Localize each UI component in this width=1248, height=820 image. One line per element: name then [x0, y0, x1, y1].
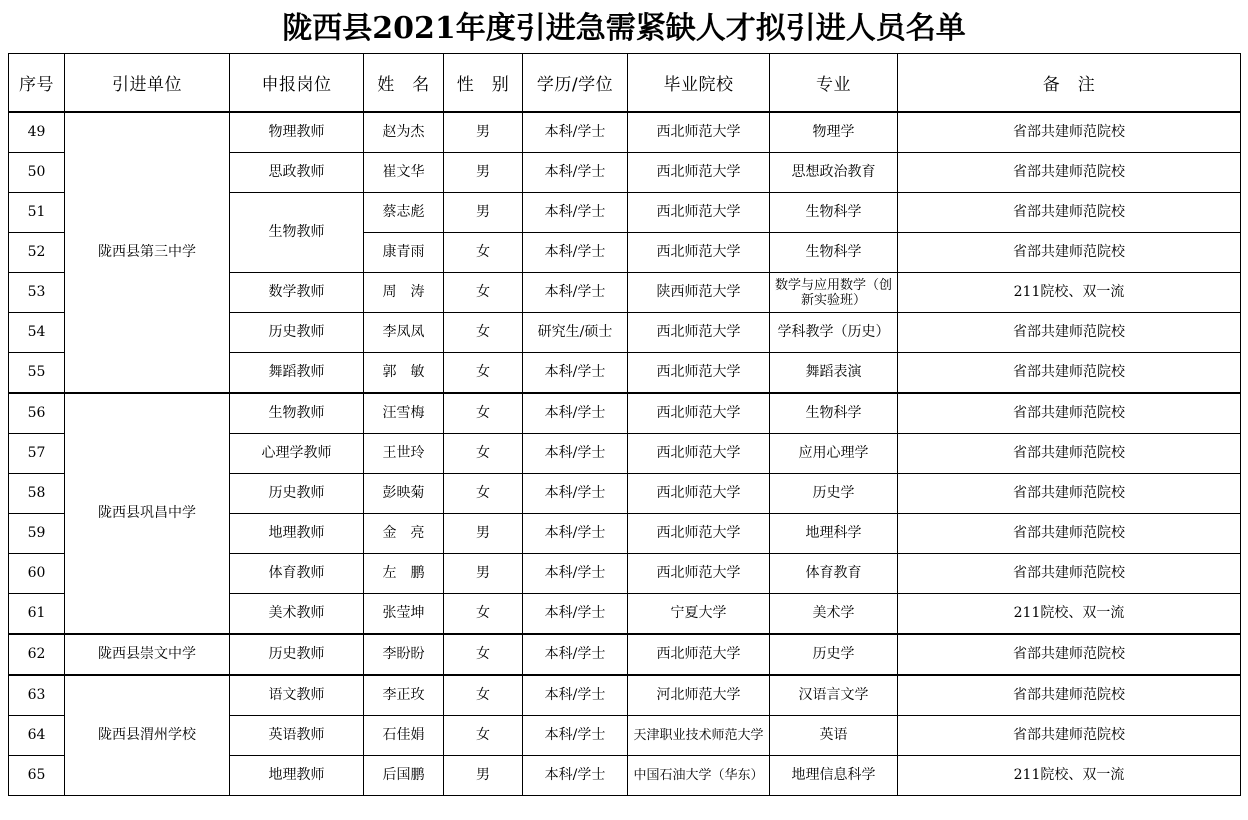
cell-note: 省部共建师范院校: [898, 554, 1241, 594]
cell-gender: 女: [444, 716, 523, 756]
cell-major: 数学与应用数学（创新实验班）: [770, 273, 898, 313]
cell-post: 英语教师: [230, 716, 364, 756]
cell-note: 省部共建师范院校: [898, 675, 1241, 716]
cell-name: 康青雨: [364, 233, 444, 273]
cell-post: 生物教师: [230, 193, 364, 273]
cell-school: 西北师范大学: [628, 434, 770, 474]
header-unit: 引进单位: [65, 54, 230, 113]
cell-name: 李凤凤: [364, 313, 444, 353]
cell-gender: 男: [444, 153, 523, 193]
cell-note: 省部共建师范院校: [898, 634, 1241, 675]
cell-school: 中国石油大学（华东）: [628, 756, 770, 796]
cell-seq: 60: [9, 554, 65, 594]
cell-major: 英语: [770, 716, 898, 756]
header-name: 姓 名: [364, 54, 444, 113]
table-row: [9, 112, 1241, 153]
cell-seq: 65: [9, 756, 65, 796]
cell-gender: 男: [444, 514, 523, 554]
cell-school: 宁夏大学: [628, 594, 770, 635]
cell-note: 省部共建师范院校: [898, 153, 1241, 193]
cell-major: 地理信息科学: [770, 756, 898, 796]
cell-note: 211院校、双一流: [898, 594, 1241, 635]
cell-edu: 本科/学士: [523, 353, 628, 394]
cell-major: 生物科学: [770, 393, 898, 434]
cell-school: 河北师范大学: [628, 675, 770, 716]
cell-edu: 本科/学士: [523, 716, 628, 756]
table-row: [9, 675, 1241, 716]
cell-school: 西北师范大学: [628, 634, 770, 675]
cell-edu: 本科/学士: [523, 675, 628, 716]
cell-post: 美术教师: [230, 594, 364, 635]
cell-school: 西北师范大学: [628, 193, 770, 233]
header-edu: 学历/学位: [523, 54, 628, 113]
cell-post: 物理教师: [230, 112, 364, 153]
cell-post: 生物教师: [230, 393, 364, 434]
cell-post: 数学教师: [230, 273, 364, 313]
cell-major: 应用心理学: [770, 434, 898, 474]
cell-post: 舞蹈教师: [230, 353, 364, 394]
cell-seq: 61: [9, 594, 65, 635]
cell-name: 李盼盼: [364, 634, 444, 675]
table-row: [9, 634, 1241, 675]
cell-major: 学科教学（历史）: [770, 313, 898, 353]
cell-note: 省部共建师范院校: [898, 393, 1241, 434]
cell-seq: 56: [9, 393, 65, 434]
cell-gender: 女: [444, 273, 523, 313]
cell-major: 体育教育: [770, 554, 898, 594]
cell-name: 后国鹏: [364, 756, 444, 796]
cell-name: 赵为杰: [364, 112, 444, 153]
cell-major: 生物科学: [770, 193, 898, 233]
cell-note: 省部共建师范院校: [898, 353, 1241, 394]
cell-post: 历史教师: [230, 313, 364, 353]
cell-note: 省部共建师范院校: [898, 112, 1241, 153]
cell-school: 西北师范大学: [628, 353, 770, 394]
cell-edu: 研究生/硕士: [523, 313, 628, 353]
cell-post: 地理教师: [230, 756, 364, 796]
cell-unit: 陇西县崇文中学: [65, 634, 230, 675]
cell-school: 西北师范大学: [628, 514, 770, 554]
cell-seq: 54: [9, 313, 65, 353]
cell-note: 省部共建师范院校: [898, 434, 1241, 474]
cell-edu: 本科/学士: [523, 273, 628, 313]
cell-school: 西北师范大学: [628, 393, 770, 434]
cell-post: 历史教师: [230, 634, 364, 675]
table-header-row: [9, 54, 1241, 113]
cell-edu: 本科/学士: [523, 112, 628, 153]
cell-note: 省部共建师范院校: [898, 233, 1241, 273]
cell-unit: 陇西县渭州学校: [65, 675, 230, 796]
cell-gender: 女: [444, 594, 523, 635]
cell-major: 生物科学: [770, 233, 898, 273]
header-seq: 序号: [9, 54, 65, 113]
cell-major: 舞蹈表演: [770, 353, 898, 394]
cell-seq: 63: [9, 675, 65, 716]
cell-seq: 64: [9, 716, 65, 756]
cell-name: 王世玲: [364, 434, 444, 474]
cell-name: 蔡志彪: [364, 193, 444, 233]
cell-edu: 本科/学士: [523, 756, 628, 796]
cell-note: 211院校、双一流: [898, 273, 1241, 313]
header-gender: 性 别: [444, 54, 523, 113]
cell-gender: 女: [444, 353, 523, 394]
cell-gender: 男: [444, 756, 523, 796]
cell-name: 汪雪梅: [364, 393, 444, 434]
cell-name: 崔文华: [364, 153, 444, 193]
cell-school: 西北师范大学: [628, 112, 770, 153]
cell-name: 张莹坤: [364, 594, 444, 635]
header-note: 备 注: [898, 54, 1241, 113]
cell-unit: 陇西县第三中学: [65, 112, 230, 393]
cell-seq: 57: [9, 434, 65, 474]
cell-note: 省部共建师范院校: [898, 313, 1241, 353]
cell-school: 西北师范大学: [628, 233, 770, 273]
cell-gender: 女: [444, 434, 523, 474]
cell-name: 郭 敏: [364, 353, 444, 394]
cell-edu: 本科/学士: [523, 393, 628, 434]
page-title: 陇西县2021年度引进急需紧缺人才拟引进人员名单: [282, 11, 966, 46]
cell-seq: 53: [9, 273, 65, 313]
cell-seq: 52: [9, 233, 65, 273]
cell-name: 左 鹏: [364, 554, 444, 594]
cell-major: 汉语言文学: [770, 675, 898, 716]
cell-seq: 51: [9, 193, 65, 233]
cell-edu: 本科/学士: [523, 153, 628, 193]
cell-school: 西北师范大学: [628, 313, 770, 353]
cell-gender: 女: [444, 474, 523, 514]
cell-note: 省部共建师范院校: [898, 716, 1241, 756]
cell-name: 石佳娟: [364, 716, 444, 756]
cell-name: 彭映菊: [364, 474, 444, 514]
cell-seq: 49: [9, 112, 65, 153]
cell-post: 语文教师: [230, 675, 364, 716]
cell-name: 周 涛: [364, 273, 444, 313]
cell-seq: 58: [9, 474, 65, 514]
cell-school: 天津职业技术师范大学: [628, 716, 770, 756]
cell-post: 心理学教师: [230, 434, 364, 474]
cell-major: 美术学: [770, 594, 898, 635]
cell-major: 历史学: [770, 634, 898, 675]
cell-note: 省部共建师范院校: [898, 193, 1241, 233]
cell-school: 西北师范大学: [628, 474, 770, 514]
cell-note: 省部共建师范院校: [898, 474, 1241, 514]
cell-name: 李正玫: [364, 675, 444, 716]
cell-gender: 女: [444, 313, 523, 353]
cell-gender: 女: [444, 233, 523, 273]
cell-seq: 55: [9, 353, 65, 394]
cell-edu: 本科/学士: [523, 554, 628, 594]
cell-name: 金 亮: [364, 514, 444, 554]
cell-note: 省部共建师范院校: [898, 514, 1241, 554]
cell-gender: 女: [444, 634, 523, 675]
cell-seq: 62: [9, 634, 65, 675]
cell-gender: 女: [444, 675, 523, 716]
cell-major: 物理学: [770, 112, 898, 153]
cell-major: 历史学: [770, 474, 898, 514]
cell-gender: 男: [444, 112, 523, 153]
personnel-table: [8, 53, 1241, 796]
cell-post: 历史教师: [230, 474, 364, 514]
cell-post: 体育教师: [230, 554, 364, 594]
header-school: 毕业院校: [628, 54, 770, 113]
header-post: 申报岗位: [230, 54, 364, 113]
cell-gender: 男: [444, 554, 523, 594]
cell-unit: 陇西县巩昌中学: [65, 393, 230, 634]
cell-seq: 50: [9, 153, 65, 193]
table-row: [9, 393, 1241, 434]
cell-major: 思想政治教育: [770, 153, 898, 193]
cell-edu: 本科/学士: [523, 514, 628, 554]
cell-school: 西北师范大学: [628, 554, 770, 594]
cell-note: 211院校、双一流: [898, 756, 1241, 796]
cell-post: 地理教师: [230, 514, 364, 554]
cell-edu: 本科/学士: [523, 434, 628, 474]
cell-edu: 本科/学士: [523, 634, 628, 675]
cell-post: 思政教师: [230, 153, 364, 193]
cell-school: 陕西师范大学: [628, 273, 770, 313]
cell-gender: 男: [444, 193, 523, 233]
cell-edu: 本科/学士: [523, 233, 628, 273]
cell-gender: 女: [444, 393, 523, 434]
cell-edu: 本科/学士: [523, 193, 628, 233]
header-major: 专业: [770, 54, 898, 113]
cell-seq: 59: [9, 514, 65, 554]
cell-school: 西北师范大学: [628, 153, 770, 193]
cell-edu: 本科/学士: [523, 594, 628, 635]
cell-major: 地理科学: [770, 514, 898, 554]
cell-edu: 本科/学士: [523, 474, 628, 514]
